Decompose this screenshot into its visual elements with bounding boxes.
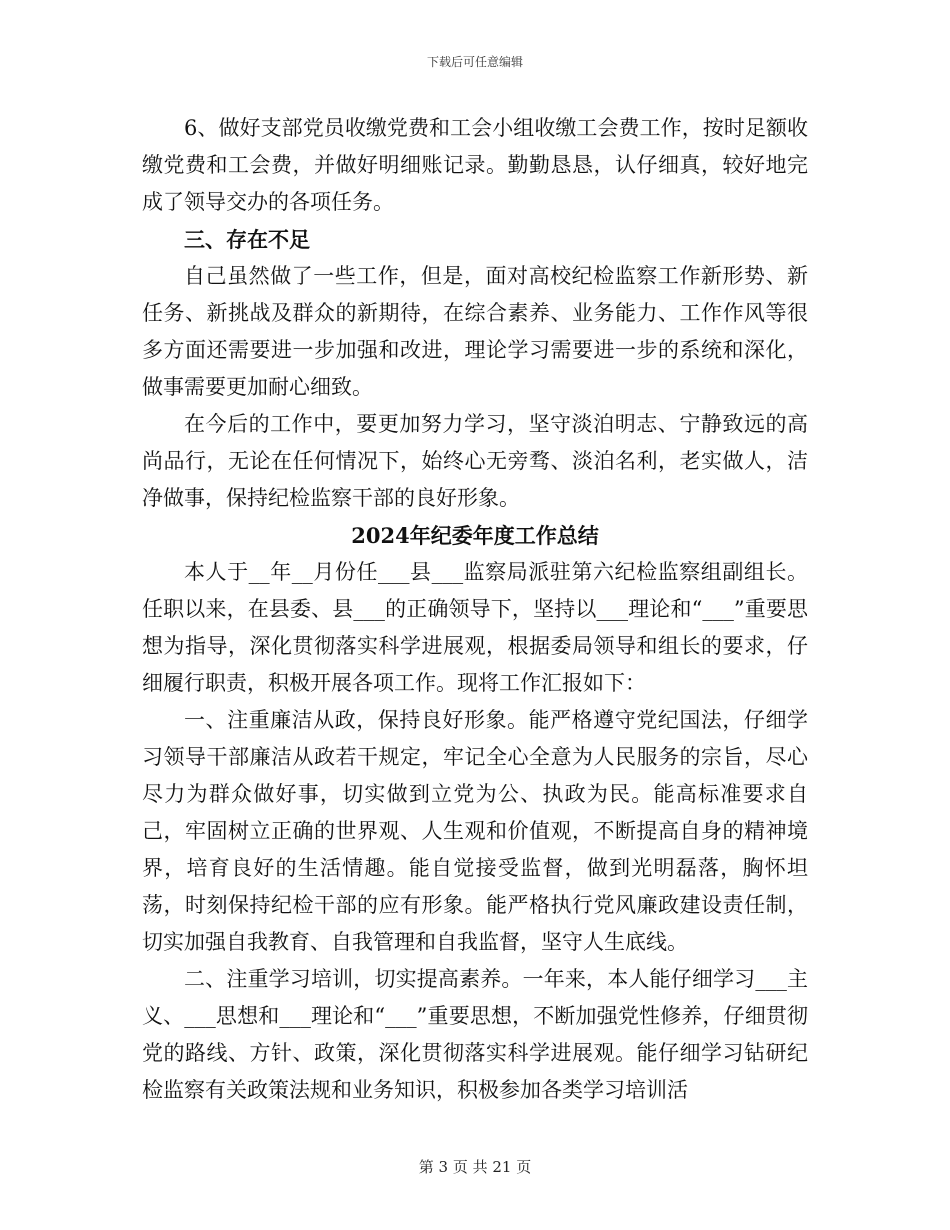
paragraph-intro: 本人于__年__月份任___县___监察局派驻第六纪检监察组副组长。任职以来，在县委、县___的正确领导下，坚持以___理论和“___”重要思想为指导，深化贯彻落实科学进展观，根据委局领导和组长的要求，仔细履行职责，积极开展各项工作。现将工作汇报如下： xyxy=(142,560,808,695)
page-number: 第 3 页 共 21 页 xyxy=(418,1158,532,1176)
paragraph-integrity: 一、注重廉洁从政，保持良好形象。能严格遵守党纪国法，仔细学习领导干部廉洁从政若干规定，牢记全心全意为人民服务的宗旨，尽心尽力为群众做好事，切实做到立党为公、执政为民。能高标准要求自己，牢固树立正确的世界观、人生观和价值观，不断提高自身的精神境界，培育良好的生活情趣。能自觉接受监督，做到光明磊落，胸怀坦荡，时刻保持纪检干部的应有形象。能严格执行党风廉政建设责任制，切实加强自我教育、自我管理和自我监督，坚守人生底线。 xyxy=(142,708,808,954)
document-title: 2024年纪委年度工作总结 xyxy=(351,523,599,548)
paragraph-shortcomings: 自己虽然做了一些工作，但是，面对高校纪检监察工作新形势、新任务、新挑战及群众的新期待，在综合素养、业务能力、工作作风等很多方面还需要进一步加强和改进，理论学习需要进一步的系统和深化，做事需要更加耐心细致。 xyxy=(142,264,808,399)
document-body xyxy=(142,110,808,1109)
paragraph-study-training: 二、注重学习培训，切实提高素养。一年来，本人能仔细学习___主义、___思想和___理论和“___”重要思想，不断加强党性修养，仔细贯彻党的路线、方针、政策，深化贯彻落实科学进展观。能仔细学习钻研纪检监察有关政策法规和业务知识，积极参加各类学习培训活 xyxy=(142,967,808,1102)
section-heading-shortcomings: 三、存在不足 xyxy=(184,227,310,252)
page-header-note: 下载后可任意编辑 xyxy=(426,55,523,69)
paragraph-future-work: 在今后的工作中，要更加努力学习，坚守淡泊明志、宁静致远的高尚品行，无论在任何情况下，始终心无旁骛、淡泊名利，老实做人，洁净做事，保持纪检监察干部的良好形象。 xyxy=(142,412,808,510)
paragraph-item-6: 6、做好支部党员收缴党费和工会小组收缴工会费工作，按时足额收缴党费和工会费，并做好明细账记录。勤勤恳恳，认仔细真，较好地完成了领导交办的各项任务。 xyxy=(142,116,808,214)
